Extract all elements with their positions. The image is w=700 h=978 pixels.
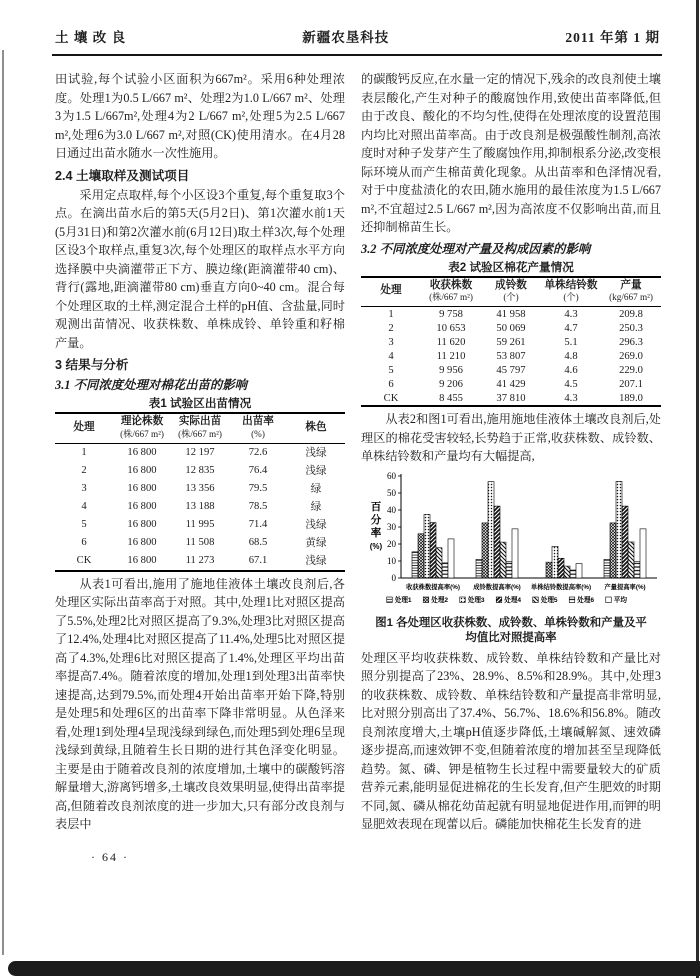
- table-cell: 4.3: [564, 392, 578, 404]
- table-header-row: [55, 413, 345, 443]
- table-cell: 5: [388, 364, 394, 376]
- svg-text:处理1: 处理1: [394, 596, 412, 604]
- table-cell: 10 653: [436, 322, 466, 334]
- table-cell: 绿: [310, 484, 322, 496]
- table-cell: 4.7: [564, 322, 578, 334]
- table-cell: 浅绿: [305, 556, 327, 568]
- svg-text:0: 0: [391, 572, 396, 583]
- column-header: 成铃数 (个): [495, 279, 527, 303]
- journal-title: 新疆农垦科技: [302, 30, 390, 45]
- table-row: [361, 335, 661, 349]
- table-cell: 8 455: [439, 392, 463, 404]
- svg-text:20: 20: [387, 538, 396, 549]
- table-cell: 45 797: [496, 364, 526, 376]
- table-cell: 6: [81, 537, 87, 549]
- two-column-body: [0, 56, 700, 865]
- table-cell: 53 807: [496, 350, 526, 362]
- table-cell: 3: [81, 483, 87, 495]
- table-cell: 41 429: [496, 378, 526, 390]
- table-cell: 11 620: [436, 336, 466, 348]
- table-cell: 67.1: [248, 555, 268, 567]
- table-cell: 11 995: [185, 519, 215, 531]
- table-cell: 209.8: [619, 308, 643, 320]
- table-cell: 76.4: [248, 465, 268, 477]
- issue-label: 2011 年第 1 期: [565, 30, 660, 45]
- table-header-row: [361, 277, 661, 307]
- table-cell: 浅绿: [305, 466, 327, 478]
- table-cell: 9 206: [439, 378, 463, 390]
- table-row: [361, 391, 661, 406]
- svg-text:百: 百: [370, 500, 382, 513]
- svg-text:处理6: 处理6: [577, 596, 595, 604]
- table-cell: 12 197: [185, 447, 215, 459]
- table-row: [361, 307, 661, 322]
- svg-text:处理4: 处理4: [504, 596, 522, 604]
- table-cell: 5.1: [564, 336, 578, 348]
- table-cell: 50 069: [496, 322, 526, 334]
- table-cell: 72.6: [248, 447, 268, 459]
- table-cell: 13 356: [185, 483, 215, 495]
- column-header: 株色: [305, 421, 327, 433]
- paragraph-table1-analysis: 从表1可看出,施用了施地佳液体土壤改良剂后,各处理区实际出苗率高于对照。其中,处理1比对照区提高了5.5%,处理2比对照区提高了9.3%,处理3比对照区提高了12.4%,处理4比对照区提高了11.4%,处理5比对照区提高了4.3%,处理6比对照区提高了1.4%,处理区平均出苗率提高7.4%。随着浓度的增加,处理1到处理3出苗率快速提高,达到79.5%,而处理4开始出苗率开始下降,特别是处理5和处理6区的出苗率下降非常明显。从色泽来看,处理1到处理4呈现浅绿到绿色,而处理5到处理6呈现浅绿到黄绿,且随着生长日期的进行其色泽变化明显。主要是由于随着改良剂的浓度增加,土壤中的碳酸钙溶解量增大,游离钙增多,土壤改良效果明显,使得出苗率提高,但随着改良剂浓度的进一步加大,只有部分改良剂与表层中: [55, 576, 345, 832]
- table-cell: 189.0: [619, 392, 643, 404]
- table-cell: 9 758: [439, 308, 463, 320]
- table-row: [55, 498, 345, 516]
- page-number: · 64 ·: [91, 849, 129, 864]
- table-cell: 16 800: [127, 519, 157, 531]
- table-cell: 9 956: [439, 364, 463, 376]
- table2-yield: [361, 276, 661, 408]
- table2-caption: 表2 试验区棉花产量情况: [448, 260, 574, 274]
- table-row: [361, 377, 661, 391]
- table-cell: 浅绿: [305, 520, 327, 532]
- table-cell: 4.3: [564, 308, 578, 320]
- column-header: 实际出苗 (株/667 m²): [178, 416, 222, 439]
- heading-2-4: 2.4 土壤取样及测试项目: [55, 168, 190, 183]
- table-cell: 2: [388, 322, 394, 334]
- svg-text:40: 40: [387, 504, 396, 515]
- table-cell: 1: [388, 308, 394, 320]
- svg-text:60: 60: [387, 470, 396, 481]
- scan-bottom-bar: [8, 961, 700, 976]
- table-cell: 16 800: [127, 465, 157, 477]
- column-header: 处理: [380, 285, 402, 297]
- table-row: [55, 443, 345, 462]
- table-row: [361, 363, 661, 377]
- table-cell: 79.5: [248, 483, 268, 495]
- table-row: [361, 321, 661, 335]
- table-cell: 59 261: [496, 336, 526, 348]
- paragraph-acidification: 的碳酸钙反应,在水量一定的情况下,残余的改良剂使土壤表层酸化,产生对种子的酸腐蚀作用,致使出苗率降低,但由于改良、酸化的不均匀性,使得在处理浓度的设置范围内均比对照出苗率高。由于改良剂是极强酸性制剂,高浓度时对种子发芽产生了酸腐蚀作用,抑制根系分泌,改变根际环境从而产生棉苗黄化现象。从出苗率和色泽情况看,对于中度盐渍化的农田,随水施用的最佳浓度为1.5 L/667 m²,不宜超过2.5 L/667 m²,因为高浓度不仅影响出苗,而且还抑制棉苗生长。: [361, 72, 661, 234]
- table-cell: 4.8: [564, 350, 578, 362]
- paragraph-treatments: 田试验,每个试验小区面积为667m²。采用6种处理浓度。处理1为0.5 L/667 m²、处理2为1.0 L/667 m²、处理3为1.5 L/667m²,处理4为2 L/667 m²,处理5为2.5 L/667 m²,处理6为3.0 L/667 m²,对照(CK)使用清水。在4月28日通过出苗水随水一次性施用。: [55, 72, 345, 160]
- column-header: 出苗率 (%): [242, 416, 274, 439]
- table-cell: 4.6: [564, 364, 578, 376]
- table-row: [55, 552, 345, 571]
- table-cell: 16 800: [127, 501, 157, 513]
- table-cell: 2: [81, 465, 87, 477]
- svg-text:产量提高率(%): 产量提高率(%): [604, 583, 646, 591]
- figure1: [361, 468, 661, 647]
- table-cell: 4: [81, 501, 87, 513]
- table-cell: CK: [383, 392, 399, 404]
- table-cell: 4: [388, 350, 394, 362]
- table-row: [55, 516, 345, 534]
- table-cell: 11 210: [436, 350, 466, 362]
- table-cell: 绿: [310, 502, 322, 514]
- table-cell: 4.5: [564, 378, 578, 390]
- table-cell: 229.0: [619, 364, 643, 376]
- left-column: [55, 70, 345, 865]
- table-row: [55, 462, 345, 480]
- table-cell: 3: [388, 336, 394, 348]
- table-row: [55, 534, 345, 552]
- table-cell: 黄绿: [305, 538, 327, 550]
- table-cell: 37 810: [496, 392, 526, 404]
- column-header: 单株结铃数 (个): [544, 279, 598, 303]
- paragraph-yield-intro: 从表2和图1可看出,施用施地佳液体土壤改良剂后,处理区的棉花受害较轻,长势趋于正常,收获株数、成铃数、单株结铃数和产量均有大幅提高,: [361, 412, 661, 464]
- svg-text:单株结铃数提高率(%): 单株结铃数提高率(%): [530, 583, 592, 591]
- table-cell: 11 508: [185, 537, 215, 549]
- table-cell: 16 800: [127, 483, 157, 495]
- table-cell: 296.3: [619, 336, 643, 348]
- figure1-caption: 图1 各处理区收获株数、成铃数、单株铃数和产量及平均值比对照提高率: [375, 616, 647, 645]
- column-header: 处理: [73, 421, 95, 433]
- table-cell: 68.5: [248, 537, 268, 549]
- table-cell: 78.5: [248, 501, 268, 513]
- svg-text:10: 10: [387, 555, 396, 566]
- table-cell: 250.3: [619, 322, 643, 334]
- svg-text:收获株数提高率(%): 收获株数提高率(%): [406, 583, 460, 591]
- right-column: [361, 70, 661, 865]
- svg-text:率: 率: [370, 526, 382, 539]
- table1-caption: 表1 试验区出苗情况: [148, 397, 252, 410]
- table-cell: 269.0: [619, 350, 643, 362]
- column-header: 理论株数 (株/667 m²): [120, 416, 164, 439]
- heading-3-1: 3.1 不同浓度处理对棉花出苗的影响: [55, 378, 248, 392]
- table-row: [361, 349, 661, 363]
- table-cell: 16 800: [127, 447, 157, 459]
- scan-right-edge: [696, 0, 699, 978]
- svg-text:30: 30: [387, 521, 396, 532]
- svg-text:处理2: 处理2: [431, 596, 449, 604]
- svg-text:平均: 平均: [613, 596, 627, 604]
- table-row: [55, 480, 345, 498]
- svg-text:成铃数提高率(%): 成铃数提高率(%): [473, 583, 521, 591]
- svg-text:处理3: 处理3: [467, 596, 485, 604]
- column-header: 收获株数 (株/667 m²): [429, 279, 473, 303]
- scan-left-edge: [2, 50, 4, 955]
- section-label: 土 壤 改 良: [55, 30, 127, 45]
- table-cell: 11 273: [185, 555, 215, 567]
- svg-text:50: 50: [387, 487, 396, 498]
- table-cell: 41 958: [496, 308, 526, 320]
- table-cell: 6: [388, 378, 394, 390]
- svg-text:处理5: 处理5: [540, 596, 558, 604]
- figure1-bar-chart: [361, 468, 661, 610]
- table-cell: 浅绿: [305, 448, 327, 460]
- table-cell: 207.1: [619, 378, 643, 390]
- table-cell: 71.4: [248, 519, 268, 531]
- column-header: 产量 (kg/667 m²): [609, 279, 653, 303]
- table-cell: CK: [76, 555, 92, 567]
- table-cell: 1: [81, 447, 87, 459]
- page-header: [0, 0, 700, 46]
- heading-3: 3 结果与分析: [55, 358, 129, 372]
- table-cell: 16 800: [127, 537, 157, 549]
- svg-text:分: 分: [370, 513, 382, 526]
- heading-3-2: 3.2 不同浓度处理对产量及构成因素的影响: [361, 241, 591, 256]
- paragraph-sampling: 采用定点取样,每个小区设3个重复,每个重复取3个点。在滴出苗水后的第5天(5月2日)、第1次灌水前1天(5月31日)和第2次灌水前(6月12日)取土样3次,每个处理区设3个取样点,重复3次,每个处理区的取样点水平方向选择膜中央滴灌带正下方、膜边缘(距滴灌带40 cm)、背行(露地,距滴灌带80 cm)垂直方向0~40 cm。混合每个处理区取的土样,测定混合土样的pH值、含盐量,同时观测出苗情况、收获株数、单株成铃、单铃重和籽棉产量。: [55, 187, 345, 350]
- table-cell: 16 800: [127, 555, 157, 567]
- table-cell: 12 835: [185, 465, 215, 477]
- table1-emergence: [55, 412, 345, 572]
- table-cell: 13 188: [185, 501, 215, 513]
- paragraph-yield-analysis: 处理区平均收获株数、成铃数、单株结铃数和产量比对照分别提高了23%、28.9%、8.5%和28.9%。其中,处理3的收获株数、成铃数、单株结铃数和产量提高非常明显,比对照分别高出了37.4%、56.7%、18.6%和56.8%。随改良剂浓度增大,土壤pH值逐步降低,土壤碱解氮、速效磷逐步提高,而速效钾不变,但随着浓度的增加甚至呈现降低趋势。氮、磷、钾是植物生长过程中需要量较大的矿质营养元素,能明显促进棉花的生长发育,但产生肥效的时期不同,氮、磷从棉花幼苗起就有明显地促进作用,而钾的明显肥效表现在现蕾以后。磷能加快棉花生长发育的进: [361, 650, 661, 832]
- table-cell: 5: [81, 519, 87, 531]
- svg-text:(%): (%): [369, 541, 383, 551]
